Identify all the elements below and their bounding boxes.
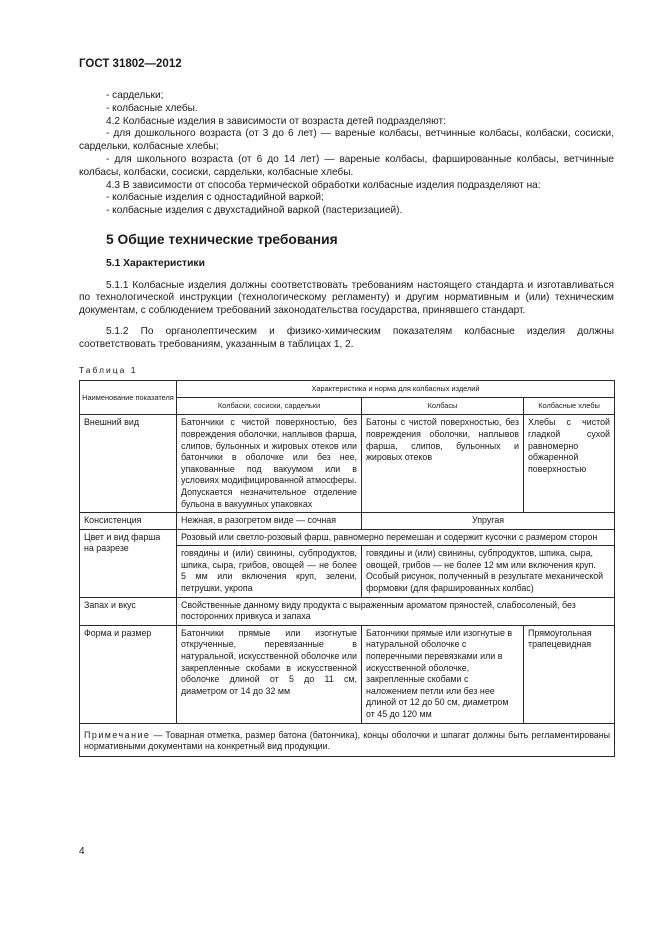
list-item: - для дошкольного возраста (от 3 до 6 лет) — вареные колбасы, ветчинные колбасы, колбаски, сосиски, сардельки, колбасные хлебы;	[79, 128, 614, 153]
clause-5-1-1: 5.1.1 Колбасные изделия должны соответствовать требованиям настоящего стандарта и изготавливаться по технологической инструкции (технологическому регламенту) и другим нормативным и (или) техническим документам, с соблюдением требований законодательства государства, принявшего стандарт.	[79, 279, 614, 317]
table-cell: говядины и (или) свинины, субпродуктов, шпика, сыра, грибов, овощей — не более 5 мм или включения круп, зелени, петрушки, укропа	[177, 546, 362, 597]
document-code: ГОСТ 31802—2012	[79, 58, 182, 70]
table-caption: Таблица 1	[79, 364, 138, 375]
table-note-row	[80, 723, 615, 756]
row-label: Внешний вид	[80, 415, 177, 513]
table-row	[80, 415, 615, 513]
table-cell: Свойственные данному виду продукта с выраженным ароматом пряностей, слабосоленый, без посторонних привкуса и запаха	[177, 597, 615, 625]
table-cell	[362, 546, 615, 597]
table-row	[80, 625, 615, 723]
row-label: Форма и размер	[80, 625, 177, 723]
list-item: - колбасные изделия с одностадийной варкой;	[106, 192, 324, 204]
document-body	[79, 90, 614, 757]
table-cell: Прямоугольная трапецевидная	[524, 625, 615, 723]
table-cell: Нежная, в разогретом виде — сочная	[177, 513, 362, 530]
note-text: — Товарная отметка, размер батона (батончика), концы оболочки и шпагат должны быть регламентированы нормативными документами на конкретный вид продукции.	[84, 729, 611, 752]
cell-text: говядины и (или) свинины, субпродуктов, шпика, сыра, овощей, грибов — не более 12 мм или включения круп.	[366, 548, 596, 570]
row-label: Консистенция	[80, 513, 177, 530]
list-item: - колбасные хлебы.	[106, 102, 198, 114]
list-item: - сардельки;	[106, 90, 164, 101]
section-title: 5 Общие технические требования	[106, 231, 338, 247]
header-meat-loaves: Колбасные хлебы	[524, 398, 615, 415]
header-indicator-name: Наименование показателя	[80, 381, 177, 415]
cell-text: Батончики с чистой поверхностью, без повреждения оболочки, наплывов фарша, слипов, бульонных и жировых отеков или батончики в оболочке или без нее, упакованные под вакуумом или в условиях модифицированной атмосферы.	[181, 417, 357, 486]
row-label: Цвет и вид фарша на разрезе	[80, 529, 177, 597]
clause-5-1-2: 5.1.2 По органолептическим и физико-химическим показателям колбасные изделия должны соответствовать требованиям, указанным в таблицах 1, 2.	[79, 325, 614, 350]
table-cell: Розовый или светло-розовый фарш, равномерно перемешан и содержит кусочки с размером сторон	[177, 529, 615, 546]
table-header-row	[80, 381, 615, 398]
table-cell: Батончики прямые или изогнутые в натуральной оболочке с поперечными перевязками или в искусственной оболочке, закрепленные скобами с наложением петли или без нее длиной от 12 до 50 см, диаметром от 45 до 120 мм	[362, 625, 524, 723]
subsection-title: 5.1 Характеристики	[106, 257, 205, 269]
cell-text: Особый рисунок, полученный в результате механической формовки (для фаршированных колбас)	[366, 571, 604, 594]
header-kolbasy: Колбасы	[362, 398, 524, 415]
list-item: - для школьного возраста (от 6 до 14 лет) — вареные колбасы, фаршированные колбасы, ветчинные колбасы, колбаски, сосиски, сардельки, колбасные хлебы.	[79, 153, 614, 178]
table-cell: Батончики прямые или изогнутые открученные, перевязанные в натуральной, искусственной оболочке или закрепленные скобами в искусственной оболочке длиной от 5 до 11 см, диаметром от 14 до 32 мм	[177, 625, 362, 723]
table-row	[80, 529, 615, 546]
page-number: 4	[79, 846, 85, 857]
table-row	[80, 513, 615, 530]
row-label: Запах и вкус	[80, 597, 177, 625]
list-item: - колбасные изделия с двухстадийной варкой (пастеризацией).	[106, 205, 403, 217]
table-cell: Хлебы с чистой гладкой сухой равномерно обжаренной поверхностью	[524, 415, 615, 513]
table-cell: Упругая	[362, 513, 615, 530]
table-cell	[177, 415, 362, 513]
cell-text: Допускается незначительное отделение бульона в вакуумных упаковках	[181, 486, 357, 509]
clause-4-2: 4.2 Колбасные изделия в зависимости от возраста детей подразделяют:	[106, 115, 446, 127]
clause-4-3: 4.3 В зависимости от способа термической обработки колбасные изделия подразделяют на:	[106, 179, 541, 191]
header-group: Характеристика и норма для колбасных изделий	[177, 381, 615, 398]
note-label: Примечание	[84, 729, 151, 740]
table-note	[80, 723, 615, 756]
header-sausages: Колбаски, сосиски, сардельки	[177, 398, 362, 415]
table-1	[79, 380, 615, 756]
table-cell: Батоны с чистой поверхностью, без повреждения оболочки, наплывов фарша, слипов, бульонных и жировых отеков	[362, 415, 524, 513]
table-row	[80, 597, 615, 625]
